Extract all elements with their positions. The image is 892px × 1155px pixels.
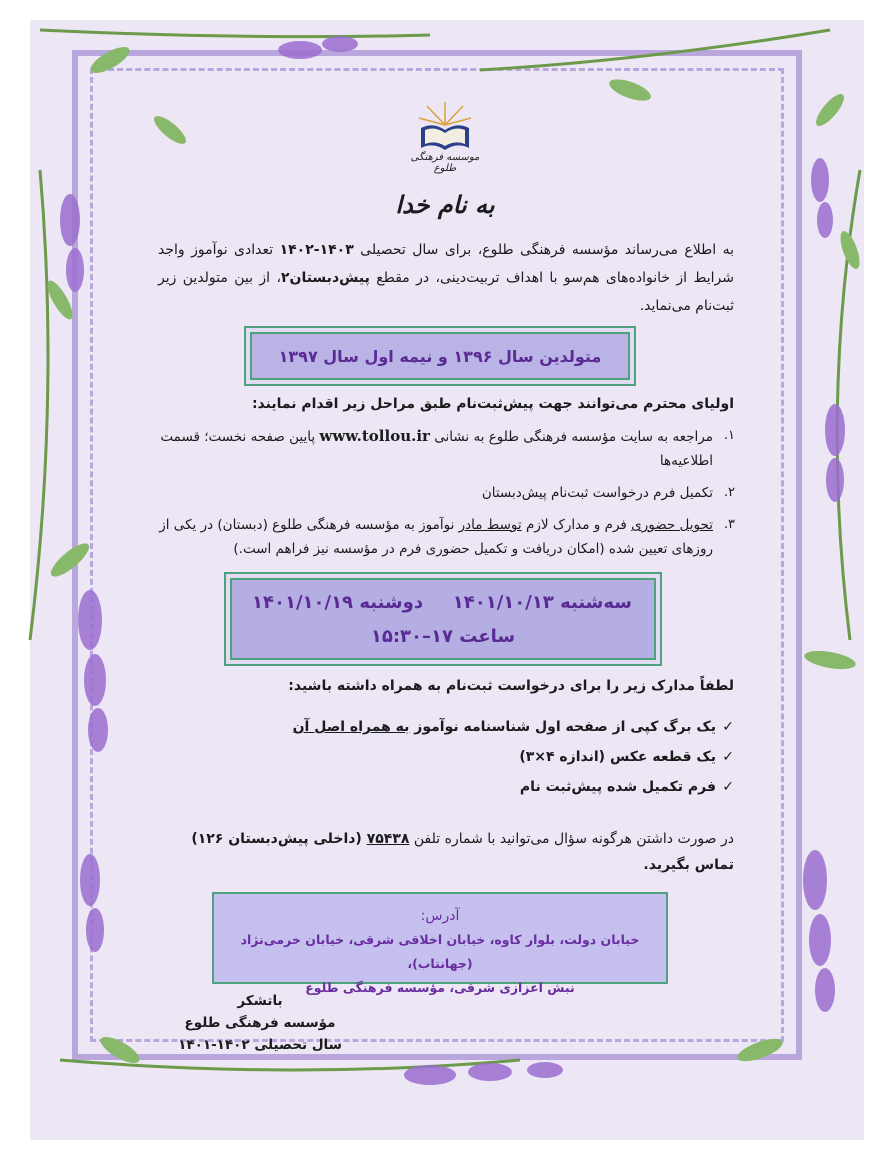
step-text: فرم و مدارک لازم <box>521 517 632 533</box>
schedule-time: ساعت ۱۷–۱۵:۳۰ <box>370 626 516 647</box>
schedule-box <box>230 578 656 660</box>
intro-year-range: ۱۴۰۳-۱۴۰۲ <box>279 242 354 258</box>
step-underlined-text: توسط مادر <box>458 517 522 533</box>
step-underlined-text: تحویل حضوری <box>631 517 713 533</box>
intro-grade: پیش‌دبستان۲ <box>280 270 370 286</box>
contact-text-1: در صورت داشتن هرگونه سؤال می‌توانید با شماره تلفن <box>409 831 734 847</box>
steps-heading: اولیای محترم می‌توانند جهت پیش‌ثبت‌نام طبق مراحل زیر اقدام نمایند: <box>251 396 734 412</box>
document-underlined-text: به همراه اصل آن <box>292 719 410 735</box>
check-icon: ✓ <box>722 719 734 735</box>
step-number: ۲. <box>723 485 735 500</box>
documents-heading: لطفاً مدارک زیر را برای درخواست ثبت‌نام به همراه داشته باشید: <box>288 678 734 694</box>
step-item-3 <box>158 513 735 561</box>
step-item-2 <box>158 481 735 505</box>
signature-block <box>160 990 360 1056</box>
signature-thanks: باتشکر <box>237 993 283 1009</box>
document-item <box>240 772 734 802</box>
intro-paragraph <box>158 236 734 320</box>
document-item <box>240 712 734 742</box>
website-link[interactable]: www.tollou.ir <box>319 427 430 445</box>
signature-institute: مؤسسه فرهنگی طلوع <box>184 1015 336 1031</box>
contact-text-2: (داخلی پیش‌دبستان ۱۲۶) تماس بگیرید. <box>191 831 734 873</box>
steps-list <box>158 424 735 569</box>
step-text: تکمیل فرم درخواست ثبت‌نام پیش‌دبستان <box>481 485 713 501</box>
document-item <box>240 742 734 772</box>
step-number: ۱. <box>723 428 735 443</box>
birth-years-box: متولدین سال ۱۳۹۶ و نیمه اول سال ۱۳۹۷ <box>250 332 630 380</box>
basmala-title: به نام خدا <box>395 190 495 219</box>
documents-list <box>240 712 734 802</box>
step-item-1 <box>158 424 735 473</box>
document-text: فرم تکمیل شده پیش‌ثبت نام <box>519 779 716 795</box>
signature-year: سال تحصیلی ۱۴۰۲-۱۴۰۱ <box>178 1037 342 1053</box>
check-icon: ✓ <box>722 749 734 765</box>
document-text: یک قطعه عکس (اندازه ۴×۳) <box>519 749 716 765</box>
step-text: پایین صفحه نخست؛ قسمت اطلاعیه‌ها <box>160 429 713 469</box>
step-text: مراجعه به سایت مؤسسه فرهنگی طلوع به نشانی <box>429 429 713 445</box>
address-box <box>212 892 668 995</box>
intro-text-2: تعدادی نوآموز واجد شرایط از خانواده‌های هم‌سو با اهداف تربیت‌دینی، در مقطع <box>158 242 734 286</box>
schedule-day-1: سه‌شنبه ۱۴۰۱/۱۰/۱۳ <box>452 592 632 613</box>
intro-text-1: به اطلاع می‌رساند مؤسسه فرهنگی طلوع، برای سال تحصیلی <box>353 242 734 258</box>
address-line-1: خیابان دولت، بلوار کاوه، خیابان اخلاقی شرقی، خیابان خرمی‌نژاد (جهانتاب)، <box>240 932 640 971</box>
schedule-day-2: دوشنبه ۱۴۰۱/۱۰/۱۹ <box>252 592 424 613</box>
document-text: یک برگ کپی از صفحه اول شناسنامه نوآموز <box>409 719 716 735</box>
phone-number: ۷۵۴۳۸ <box>366 831 410 847</box>
address-label: آدرس: <box>420 908 460 924</box>
intro-text-3: ، از بین متولدین زیر ثبت‌نام می‌نماید. <box>158 270 734 314</box>
contact-paragraph <box>158 826 734 878</box>
step-number: ۳. <box>723 517 735 532</box>
address-line-2: نبش اعزازی شرقی، مؤسسه فرهنگی طلوع <box>305 980 575 995</box>
step-text: نوآموز به مؤسسه فرهنگی طلوع (دبستان) در یکی از روزهای تعیین شده (امکان دریافت و تکمیل حضوری فرم در مؤسسه نیز فراهم است.) <box>159 517 713 557</box>
logo-caption: موسسه فرهنگی طلوع <box>410 152 480 174</box>
check-icon: ✓ <box>722 779 734 795</box>
